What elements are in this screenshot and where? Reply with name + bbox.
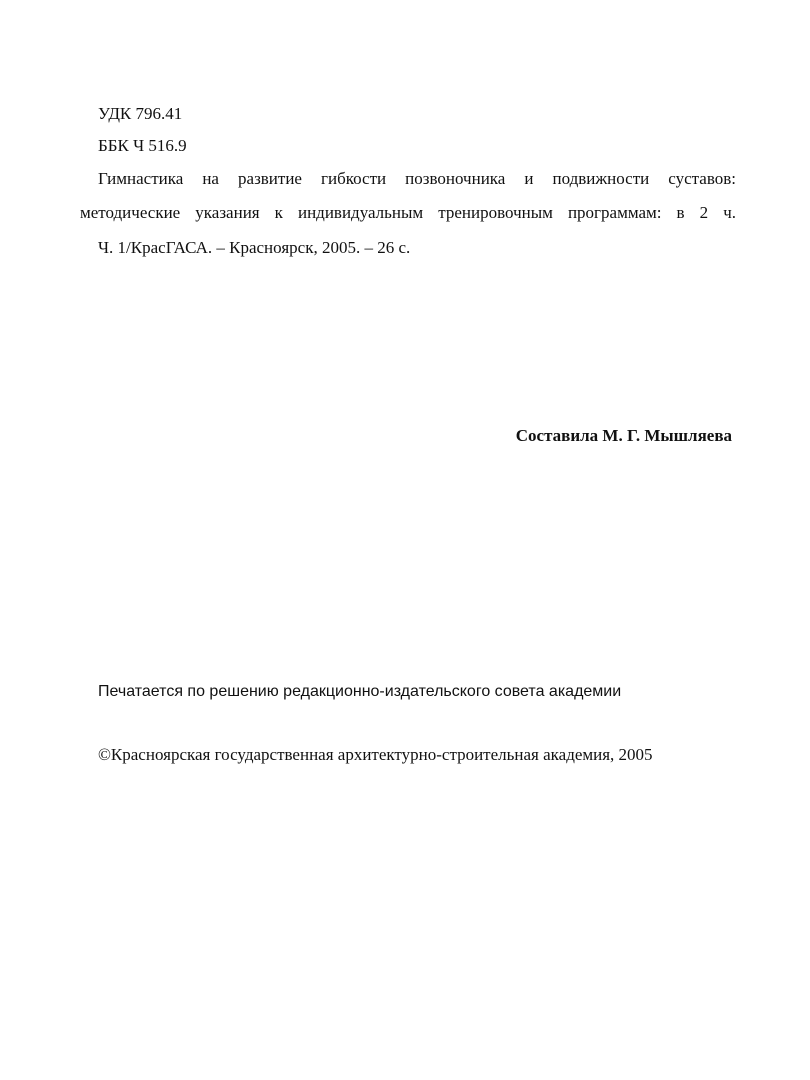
copyright-notice: ©Красноярская государственная архитектурно-строительная академия, 2005 bbox=[98, 745, 653, 764]
imprint-note: Печатается по решению редакционно-издательского совета академии bbox=[98, 683, 622, 700]
bibliographic-line-1: Гимнастика на развитие гибкости позвоночника и подвижности суставов: bbox=[98, 169, 736, 188]
bbk-code: ББК Ч 516.9 bbox=[98, 136, 187, 155]
compiler-credit: Составила М. Г. Мышляева bbox=[515, 426, 732, 445]
bibliographic-line-2: методические указания к индивидуальным тренировочным программам: в 2 ч. bbox=[80, 203, 736, 222]
udk-code: УДК 796.41 bbox=[98, 104, 183, 123]
bibliographic-line-3: Ч. 1/КрасГАСА. – Красноярск, 2005. – 26 с. bbox=[98, 238, 411, 257]
